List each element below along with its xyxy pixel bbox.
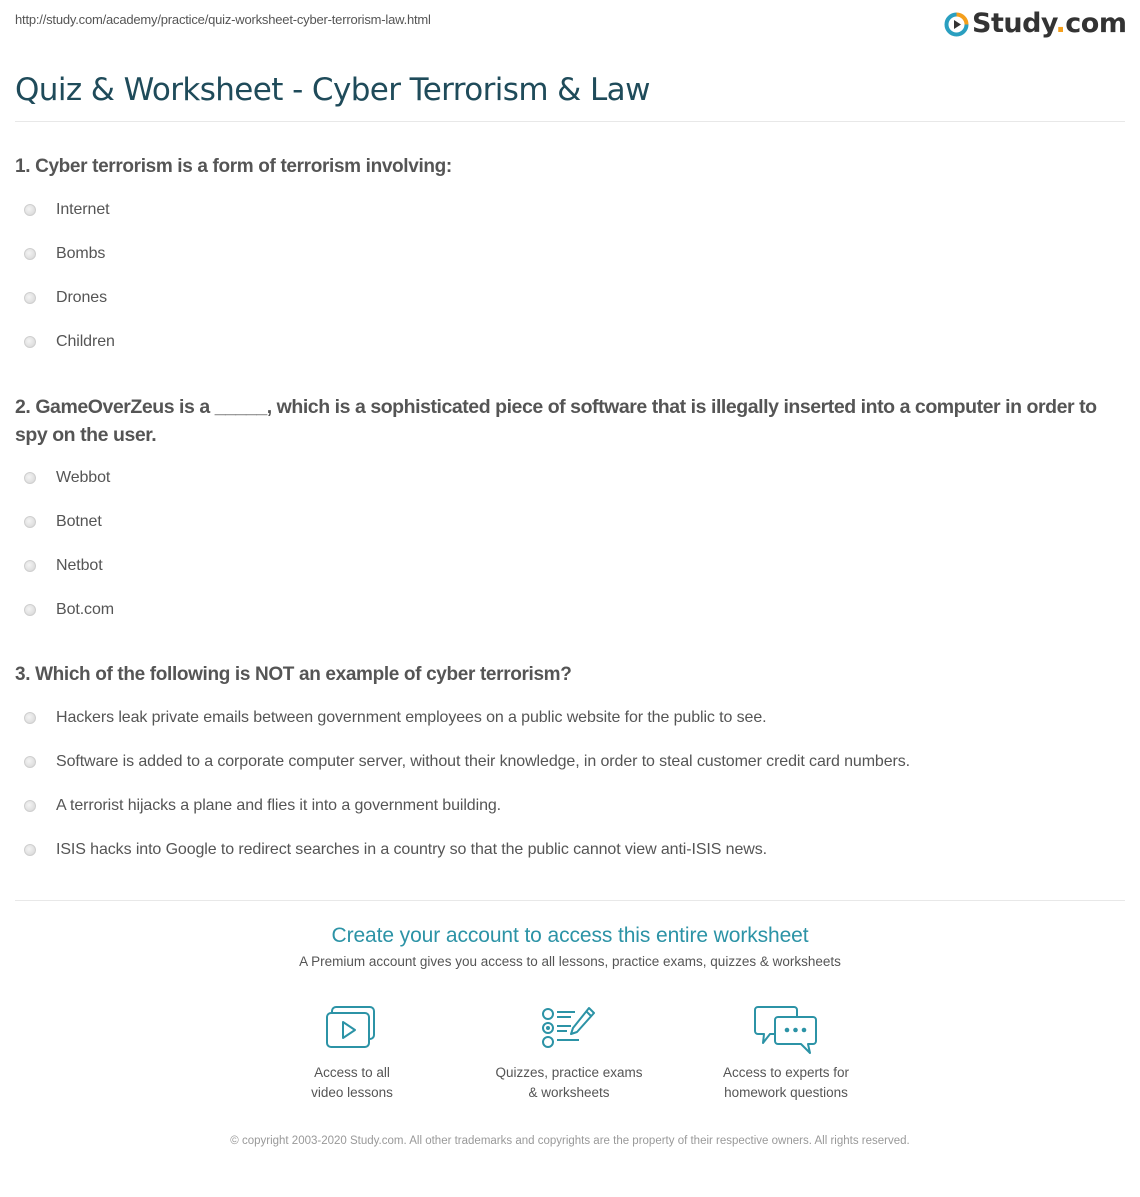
feature-video-lessons xyxy=(252,1005,452,1103)
feature-label-line2: video lessons xyxy=(311,1085,393,1100)
video-lessons-icon xyxy=(326,1005,378,1051)
section-divider xyxy=(15,900,1125,901)
cta-subtitle: A Premium account gives you access to all lessons, practice exams, quizzes & worksheets xyxy=(299,954,841,969)
answer-option[interactable]: Netbot xyxy=(15,544,1125,588)
question-text: 3. Which of the following is NOT an example of cyber terrorism? xyxy=(15,664,572,685)
radio-button[interactable] xyxy=(24,472,36,484)
study-logo[interactable] xyxy=(944,8,1127,40)
answer-option[interactable]: Internet xyxy=(15,188,1125,232)
radio-button[interactable] xyxy=(24,756,36,768)
quiz-checklist-icon xyxy=(541,1005,597,1051)
title-divider xyxy=(15,121,1125,122)
question-text: 2. GameOverZeus is a _____, which is a sophisticated piece of software that is illegally inserted into a computer in order to spy on the user. xyxy=(15,396,1097,446)
answer-option[interactable]: Bot.com xyxy=(15,588,1125,632)
answer-option[interactable]: Children xyxy=(15,320,1125,364)
radio-button[interactable] xyxy=(24,844,36,856)
answer-option[interactable]: Bombs xyxy=(15,232,1125,276)
feature-label-line1: Quizzes, practice exams xyxy=(495,1065,643,1080)
page-title: Quiz & Worksheet - Cyber Terrorism & Law xyxy=(15,72,650,108)
question-1 xyxy=(15,153,1125,364)
radio-button[interactable] xyxy=(24,204,36,216)
radio-button[interactable] xyxy=(24,604,36,616)
radio-button[interactable] xyxy=(24,248,36,260)
radio-button[interactable] xyxy=(24,516,36,528)
answer-option[interactable]: ISIS hacks into Google to redirect searches in a country so that the public cannot view anti-ISIS news. xyxy=(15,828,1125,872)
logo-wordmark: Study.com xyxy=(972,8,1127,39)
chat-bubbles-icon xyxy=(754,1005,818,1055)
question-2 xyxy=(15,393,1125,632)
feature-label-line1: Access to experts for xyxy=(722,1065,850,1080)
play-circle-logo-icon xyxy=(944,12,969,37)
page-url: http://study.com/academy/practice/quiz-worksheet-cyber-terrorism-law.html xyxy=(15,12,431,27)
radio-button[interactable] xyxy=(24,712,36,724)
feature-quizzes xyxy=(469,1005,669,1103)
answer-option[interactable]: Hackers leak private emails between government employees on a public website for the public to see. xyxy=(15,696,1125,740)
radio-button[interactable] xyxy=(24,336,36,348)
feature-label-line2: homework questions xyxy=(724,1085,848,1100)
feature-label-line2: & worksheets xyxy=(528,1085,610,1100)
answer-option[interactable]: Drones xyxy=(15,276,1125,320)
feature-label-line1: Access to all xyxy=(314,1065,390,1080)
answer-option[interactable]: A terrorist hijacks a plane and flies it into a government building. xyxy=(15,784,1125,828)
question-3 xyxy=(15,661,1125,872)
copyright-notice: © copyright 2003-2020 Study.com. All other trademarks and copyrights are the property of their respective owners. All rights reserved. xyxy=(230,1135,910,1147)
answer-option[interactable]: Botnet xyxy=(15,500,1125,544)
cta-title-link[interactable]: Create your account to access this entire worksheet xyxy=(331,924,809,947)
feature-experts xyxy=(686,1005,886,1103)
radio-button[interactable] xyxy=(24,292,36,304)
answer-option[interactable]: Webbot xyxy=(15,456,1125,500)
question-text: 1. Cyber terrorism is a form of terrorism involving: xyxy=(15,156,452,177)
radio-button[interactable] xyxy=(24,560,36,572)
radio-button[interactable] xyxy=(24,800,36,812)
answer-option[interactable]: Software is added to a corporate computer server, without their knowledge, in order to steal customer credit card numbers. xyxy=(15,740,1125,784)
